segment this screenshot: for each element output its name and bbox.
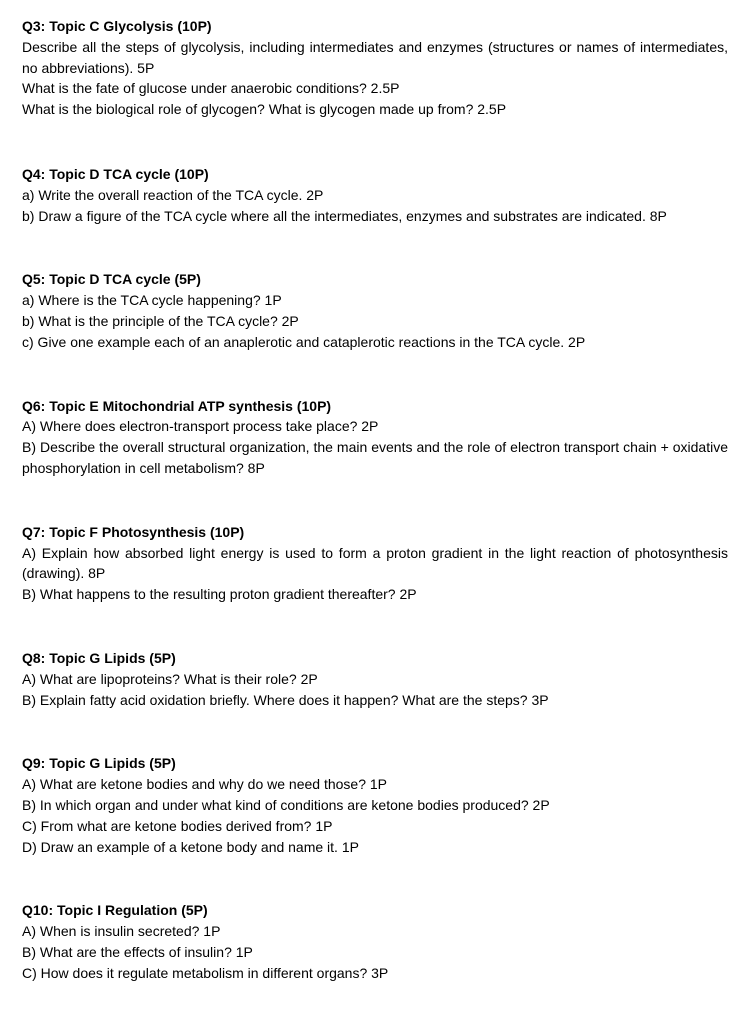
question-line: What is the biological role of glycogen? What is glycogen made up from? 2.5P [22,101,507,118]
question-line: C) How does it regulate metabolism in different organs? 3P [22,964,389,981]
question-q10 [22,900,728,983]
question-q4 [22,164,728,226]
question-title: Q10: Topic I Regulation (5P) [22,902,208,919]
question-line: B) What happens to the resulting proton gradient thereafter? 2P [22,586,417,603]
question-title: Q3: Topic C Glycolysis (10P) [22,18,212,34]
question-line: A) When is insulin secreted? 1P [22,923,221,940]
question-title: Q4: Topic D TCA cycle (10P) [22,165,209,182]
question-line: A) What are ketone bodies and why do we need those? 1P [22,776,388,793]
question-line: A) Where does electron-transport process take place? 2P [22,418,379,435]
question-q8 [22,648,728,710]
question-title: Q5: Topic D TCA cycle (5P) [22,271,201,288]
question-q5 [22,269,728,352]
question-title: Q7: Topic F Photosynthesis (10P) [22,523,245,540]
question-q7 [22,522,728,605]
question-q9 [22,753,728,857]
question-line: A) Explain how absorbed light energy is used to form a proton gradient in the light reaction of photosynthesis (drawing). 8P [22,544,728,582]
question-line: B) In which organ and under what kind of conditions are ketone bodies produced? 2P [22,796,550,813]
question-line: a) Write the overall reaction of the TCA cycle. 2P [22,186,324,203]
question-line: B) What are the effects of insulin? 1P [22,943,253,960]
question-line: C) From what are ketone bodies derived from? 1P [22,817,333,834]
exam-document [22,16,728,984]
question-title: Q9: Topic G Lipids (5P) [22,755,176,772]
question-line: a) Where is the TCA cycle happening? 1P [22,292,282,309]
question-line: B) Explain fatty acid oxidation briefly. Where does it happen? What are the steps? 3P [22,691,549,708]
question-q6 [22,396,728,479]
question-line: What is the fate of glucose under anaerobic conditions? 2.5P [22,80,400,97]
question-line: A) What are lipoproteins? What is their role? 2P [22,670,318,687]
question-line: b) Draw a figure of the TCA cycle where all the intermediates, enzymes and substrates are indicated. 8P [22,207,667,224]
question-line: Describe all the steps of glycolysis, including intermediates and enzymes (structures or names of intermediates, no abbreviations). 5P [22,38,728,76]
question-q3 [22,16,728,120]
question-line: c) Give one example each of an anaplerotic and cataplerotic reactions in the TCA cycle. 2P [22,333,586,350]
question-line: D) Draw an example of a ketone body and name it. 1P [22,838,359,855]
question-line: B) Describe the overall structural organization, the main events and the role of electron transport chain + oxidative phosphorylation in cell metabolism? 8P [22,439,728,476]
question-line: b) What is the principle of the TCA cycle? 2P [22,312,299,329]
question-title: Q6: Topic E Mitochondrial ATP synthesis (10P) [22,397,332,414]
question-title: Q8: Topic G Lipids (5P) [22,649,176,666]
